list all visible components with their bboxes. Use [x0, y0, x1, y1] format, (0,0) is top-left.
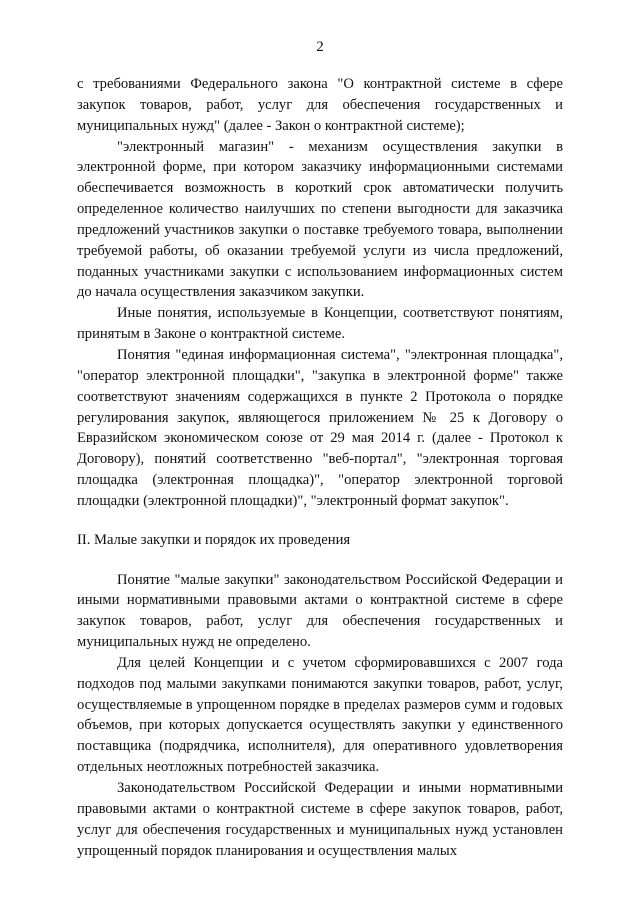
section-heading: II. Малые закупки и порядок их проведения	[77, 531, 351, 548]
document-body	[77, 74, 563, 861]
paragraph-small-purchases-undefined: Понятие "малые закупки" законодательством Российской Федерации и иными нормативными правовыми актами о контрактной системе в сфере закупок товаров, работ, услуг для обеспечения государственных и муниципальных нужд не определено.	[77, 571, 563, 651]
paragraph-small-purchases-definition: Для целей Концепции и с учетом сформировавшихся с 2007 года подходов под малыми закупками понимаются закупки товаров, работ, услуг, осуществляемые в упрощенном порядке в пределах размеров сумм и годовых объемов, при которых допускается осуществлять закупки у единственного поставщика (подрядчика, исполнителя), для оперативного удовлетворения отдельных неотложных потребностей заказчика.	[77, 654, 563, 776]
page-number: 2	[316, 39, 324, 55]
paragraph-definition-electronic-store: "электронный магазин" - механизм осуществления закупки в электронной форме, при котором заказчику информационными системами обеспечивается возможность в короткий срок автоматически получить определенное количество наилучших по степени выгодности для заказчика предложений участников закупки о поставке требуемого товара, выполнении требуемой работы, об оказании требуемой услуги из числа предложений, поданных участниками закупки с использованием информационных систем до начала осуществления заказчиком закупки.	[77, 138, 563, 301]
paragraph-concepts-protocol: Понятия "единая информационная система", "электронная площадка", "оператор электронной площадки", "закупка в электронной форме" также соответствуют значениям содержащихся в пункте 2 Протокола о порядке регулирования закупок, являющегося приложением № 25 к Договору о Евразийском экономическом союзе от 29 мая 2014 г. (далее - Протокол к Договору), понятий соответственно "веб-портал", "электронная торговая площадка (электронная площадка)", "оператор электронной торговой площадки (электронной площадки)", "электронный формат закупок".	[77, 346, 563, 509]
paragraph-continuation: с требованиями Федерального закона "О контрактной системе в сфере закупок товаров, работ, услуг для обеспечения государственных и муниципальных нужд" (далее - Закон о контрактной системе);	[77, 76, 563, 134]
paragraph-simplified-procedure: Законодательством Российской Федерации и иными нормативными правовыми актами о контрактной системе в сфере закупок товаров, работ, услуг для обеспечения государственных и муниципальных нужд установлен упрощенный порядок планирования и осуществления малых	[77, 780, 563, 859]
paragraph-other-concepts: Иные понятия, используемые в Концепции, соответствуют понятиям, принятым в Законе о контрактной системе.	[77, 305, 563, 343]
